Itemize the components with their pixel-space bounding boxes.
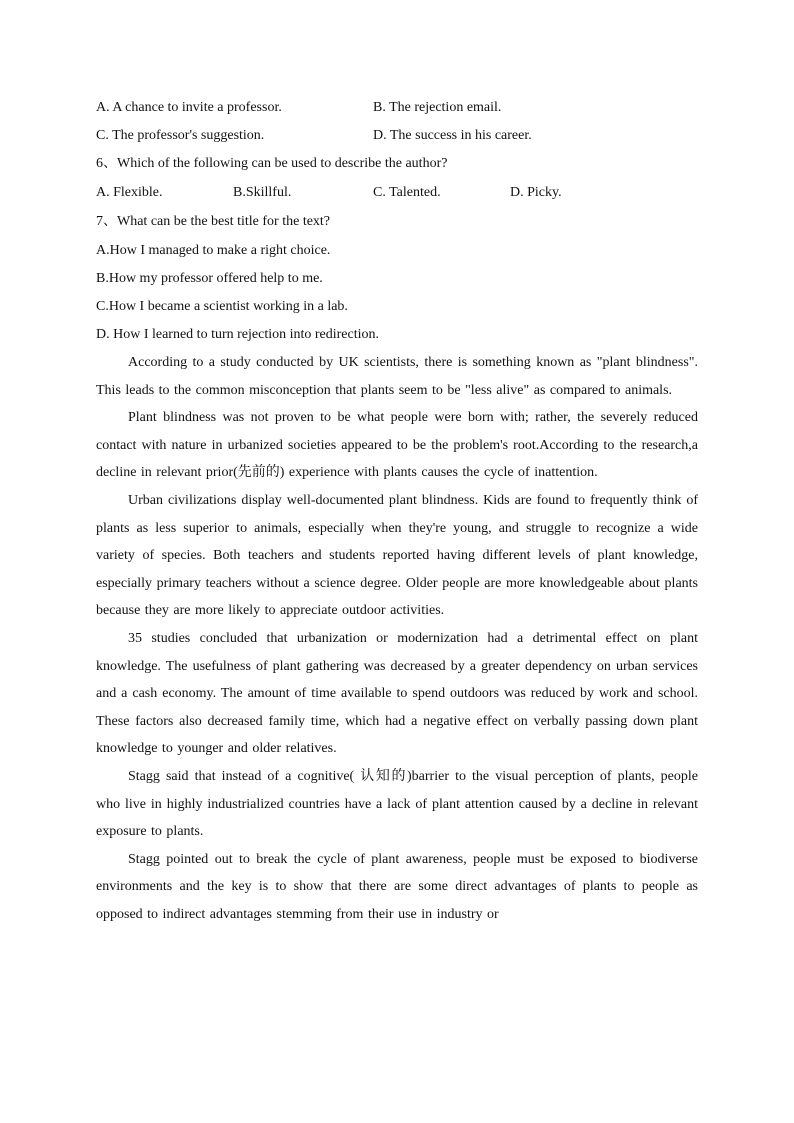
q6-option-d: D. Picky. — [510, 185, 562, 200]
q5-options-row-2 — [96, 122, 698, 150]
passage-paragraph-5: Stagg said that instead of a cognitive( 认知的)barrier to the visual perception of plants, people who live in highly industrialized countries have a lack of plant attention caused by a decline in relevant exposure to plants. — [96, 768, 698, 840]
q7-option-c: C.How I became a scientist working in a lab. — [96, 299, 348, 314]
q6-stem: 6、Which of the following can be used to describe the author? — [96, 156, 448, 171]
document-page — [96, 94, 698, 928]
passage-paragraph-1: According to a study conducted by UK scientists, there is something known as "plant blindness". This leads to the common misconception that plants seem to be "less alive" as compared to animals. — [96, 355, 698, 398]
q7-option-b: B.How my professor offered help to me. — [96, 271, 323, 286]
q6-option-b: B.Skillful. — [233, 185, 292, 200]
q6-option-c: C. Talented. — [373, 185, 441, 200]
q6-option-a: A. Flexible. — [96, 185, 163, 200]
passage-paragraph-4: 35 studies concluded that urbanization or modernization had a detrimental effect on plant knowledge. The usefulness of plant gathering was decreased by a greater dependency on urban services and a cash economy. The amount of time available to spend outdoors was reduced by work and school. These factors also decreased family time, which had a negative effect on verbally passing down plant knowledge to younger and older relatives. — [96, 630, 698, 757]
q7-option-a: A.How I managed to make a right choice. — [96, 243, 331, 258]
q5-option-d: D. The success in his career. — [373, 128, 532, 143]
q6-options-row — [96, 179, 698, 207]
q5-option-c: C. The professor's suggestion. — [96, 128, 265, 143]
passage-paragraph-6: Stagg pointed out to break the cycle of plant awareness, people must be exposed to biodiverse environments and the key is to show that there are some direct advantages of plants to people as opposed to indirect advantages stemming from their use in industry or — [96, 851, 698, 922]
q5-option-b: B. The rejection email. — [373, 100, 502, 115]
q7-stem: 7、What can be the best title for the text? — [96, 214, 331, 229]
passage-paragraph-3: Urban civilizations display well-documented plant blindness. Kids are found to frequently think of plants as less superior to animals, especially when they're young, and struggle to recognize a wide variety of species. Both teachers and students reported having different levels of plant knowledge, especially primary teachers without a science degree. Older people are more knowledgeable about plants because they are more likely to appreciate outdoor activities. — [96, 492, 698, 619]
passage-paragraph-2: Plant blindness was not proven to be what people were born with; rather, the severely reduced contact with nature in urbanized societies appeared to be the problem's root.According to the research,a decline in relevant prior(先前的) experience with plants causes the cycle of inattention. — [96, 410, 698, 481]
q5-option-a: A. A chance to invite a professor. — [96, 100, 282, 115]
q7-option-d: D. How I learned to turn rejection into redirection. — [96, 327, 380, 342]
q5-options-row-1 — [96, 94, 698, 122]
